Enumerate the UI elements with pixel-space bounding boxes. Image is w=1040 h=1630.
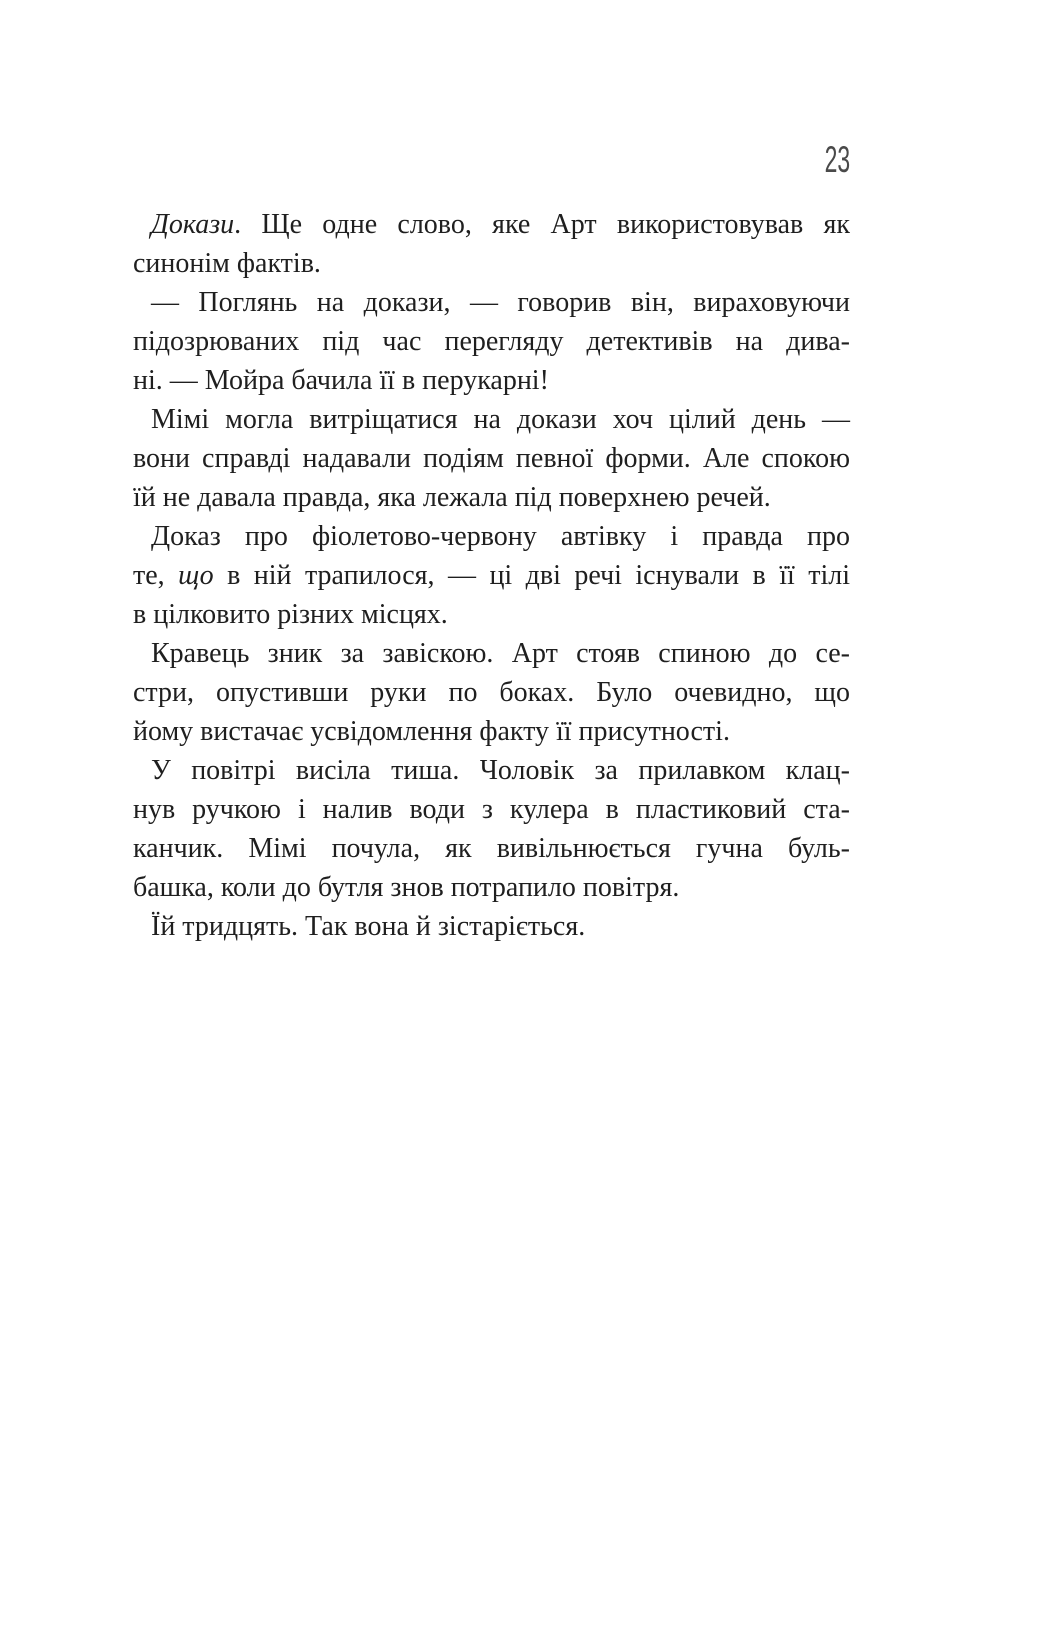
page-number-value: 23: [824, 139, 850, 180]
text-line: [133, 751, 850, 790]
text-run: Мімі могла витріщатися на докази хоч цілий день —: [151, 404, 850, 435]
italic-text: Докази: [151, 209, 235, 240]
text-run: — Поглянь на докази, — говорив він, вираховуючи: [151, 287, 850, 318]
text-line: [133, 244, 850, 283]
text-run: У повітрі висіла тиша. Чоловік за прилавком клац-: [151, 755, 850, 786]
text-line: [133, 439, 850, 478]
text-run: нув ручкою і налив води з кулера в пластиковий ста-: [133, 794, 850, 825]
text-run: їй не давала правда, яка лежала під поверхнею речей.: [133, 482, 771, 513]
text-line: [133, 361, 850, 400]
text-line: [133, 790, 850, 829]
text-run: стри, опустивши руки по боках. Було очевидно, що: [133, 677, 850, 708]
text-line: [133, 673, 850, 712]
text-line: [133, 400, 850, 439]
text-line: [133, 595, 850, 634]
text-line: [133, 868, 850, 907]
paragraph: [133, 907, 850, 946]
text-run: в цілковито різних місцях.: [133, 599, 448, 630]
text-line: [133, 712, 850, 751]
text-line: [133, 322, 850, 361]
paragraph: [133, 400, 850, 517]
text-run: підозрюваних під час перегляду детективів на дива-: [133, 326, 850, 357]
text-line: [133, 556, 850, 595]
text-run: в ній трапилося, — ці дві речі існували в її тілі: [213, 560, 850, 591]
text-run: вони справді надавали подіям певної форми. Але спокою: [133, 443, 850, 474]
text-run: канчик. Мімі почула, як вивільнюється гучна буль-: [133, 833, 850, 864]
text-line: [133, 205, 850, 244]
text-run: Кравець зник за завіскою. Арт стояв спиною до се-: [151, 638, 850, 669]
paragraph: [133, 751, 850, 907]
text-run: синонім фактів.: [133, 248, 321, 279]
text-block: [133, 205, 850, 946]
text-run: те,: [133, 560, 179, 591]
paragraph: [133, 634, 850, 751]
text-line: [133, 634, 850, 673]
paragraph: [133, 517, 850, 634]
text-run: Доказ про фіолетово-червону автівку і правда про: [151, 521, 850, 552]
text-line: [133, 829, 850, 868]
text-run: Їй тридцять. Так вона й зістаріється.: [151, 911, 586, 942]
text-run: йому вистачає усвідомлення факту її присутності.: [133, 716, 730, 747]
text-line: [133, 283, 850, 322]
text-line: [133, 907, 850, 946]
text-run: башка, коли до бутля знов потрапило повітря.: [133, 872, 680, 903]
text-run: . Ще одне слово, яке Арт використовував як: [234, 209, 850, 240]
text-run: ні. — Мойра бачила її в перукарні!: [133, 365, 549, 396]
page-number: [133, 141, 850, 178]
text-line: [133, 517, 850, 556]
text-line: [133, 478, 850, 517]
paragraph: [133, 283, 850, 400]
italic-text: що: [178, 560, 214, 591]
paragraph: [133, 205, 850, 283]
